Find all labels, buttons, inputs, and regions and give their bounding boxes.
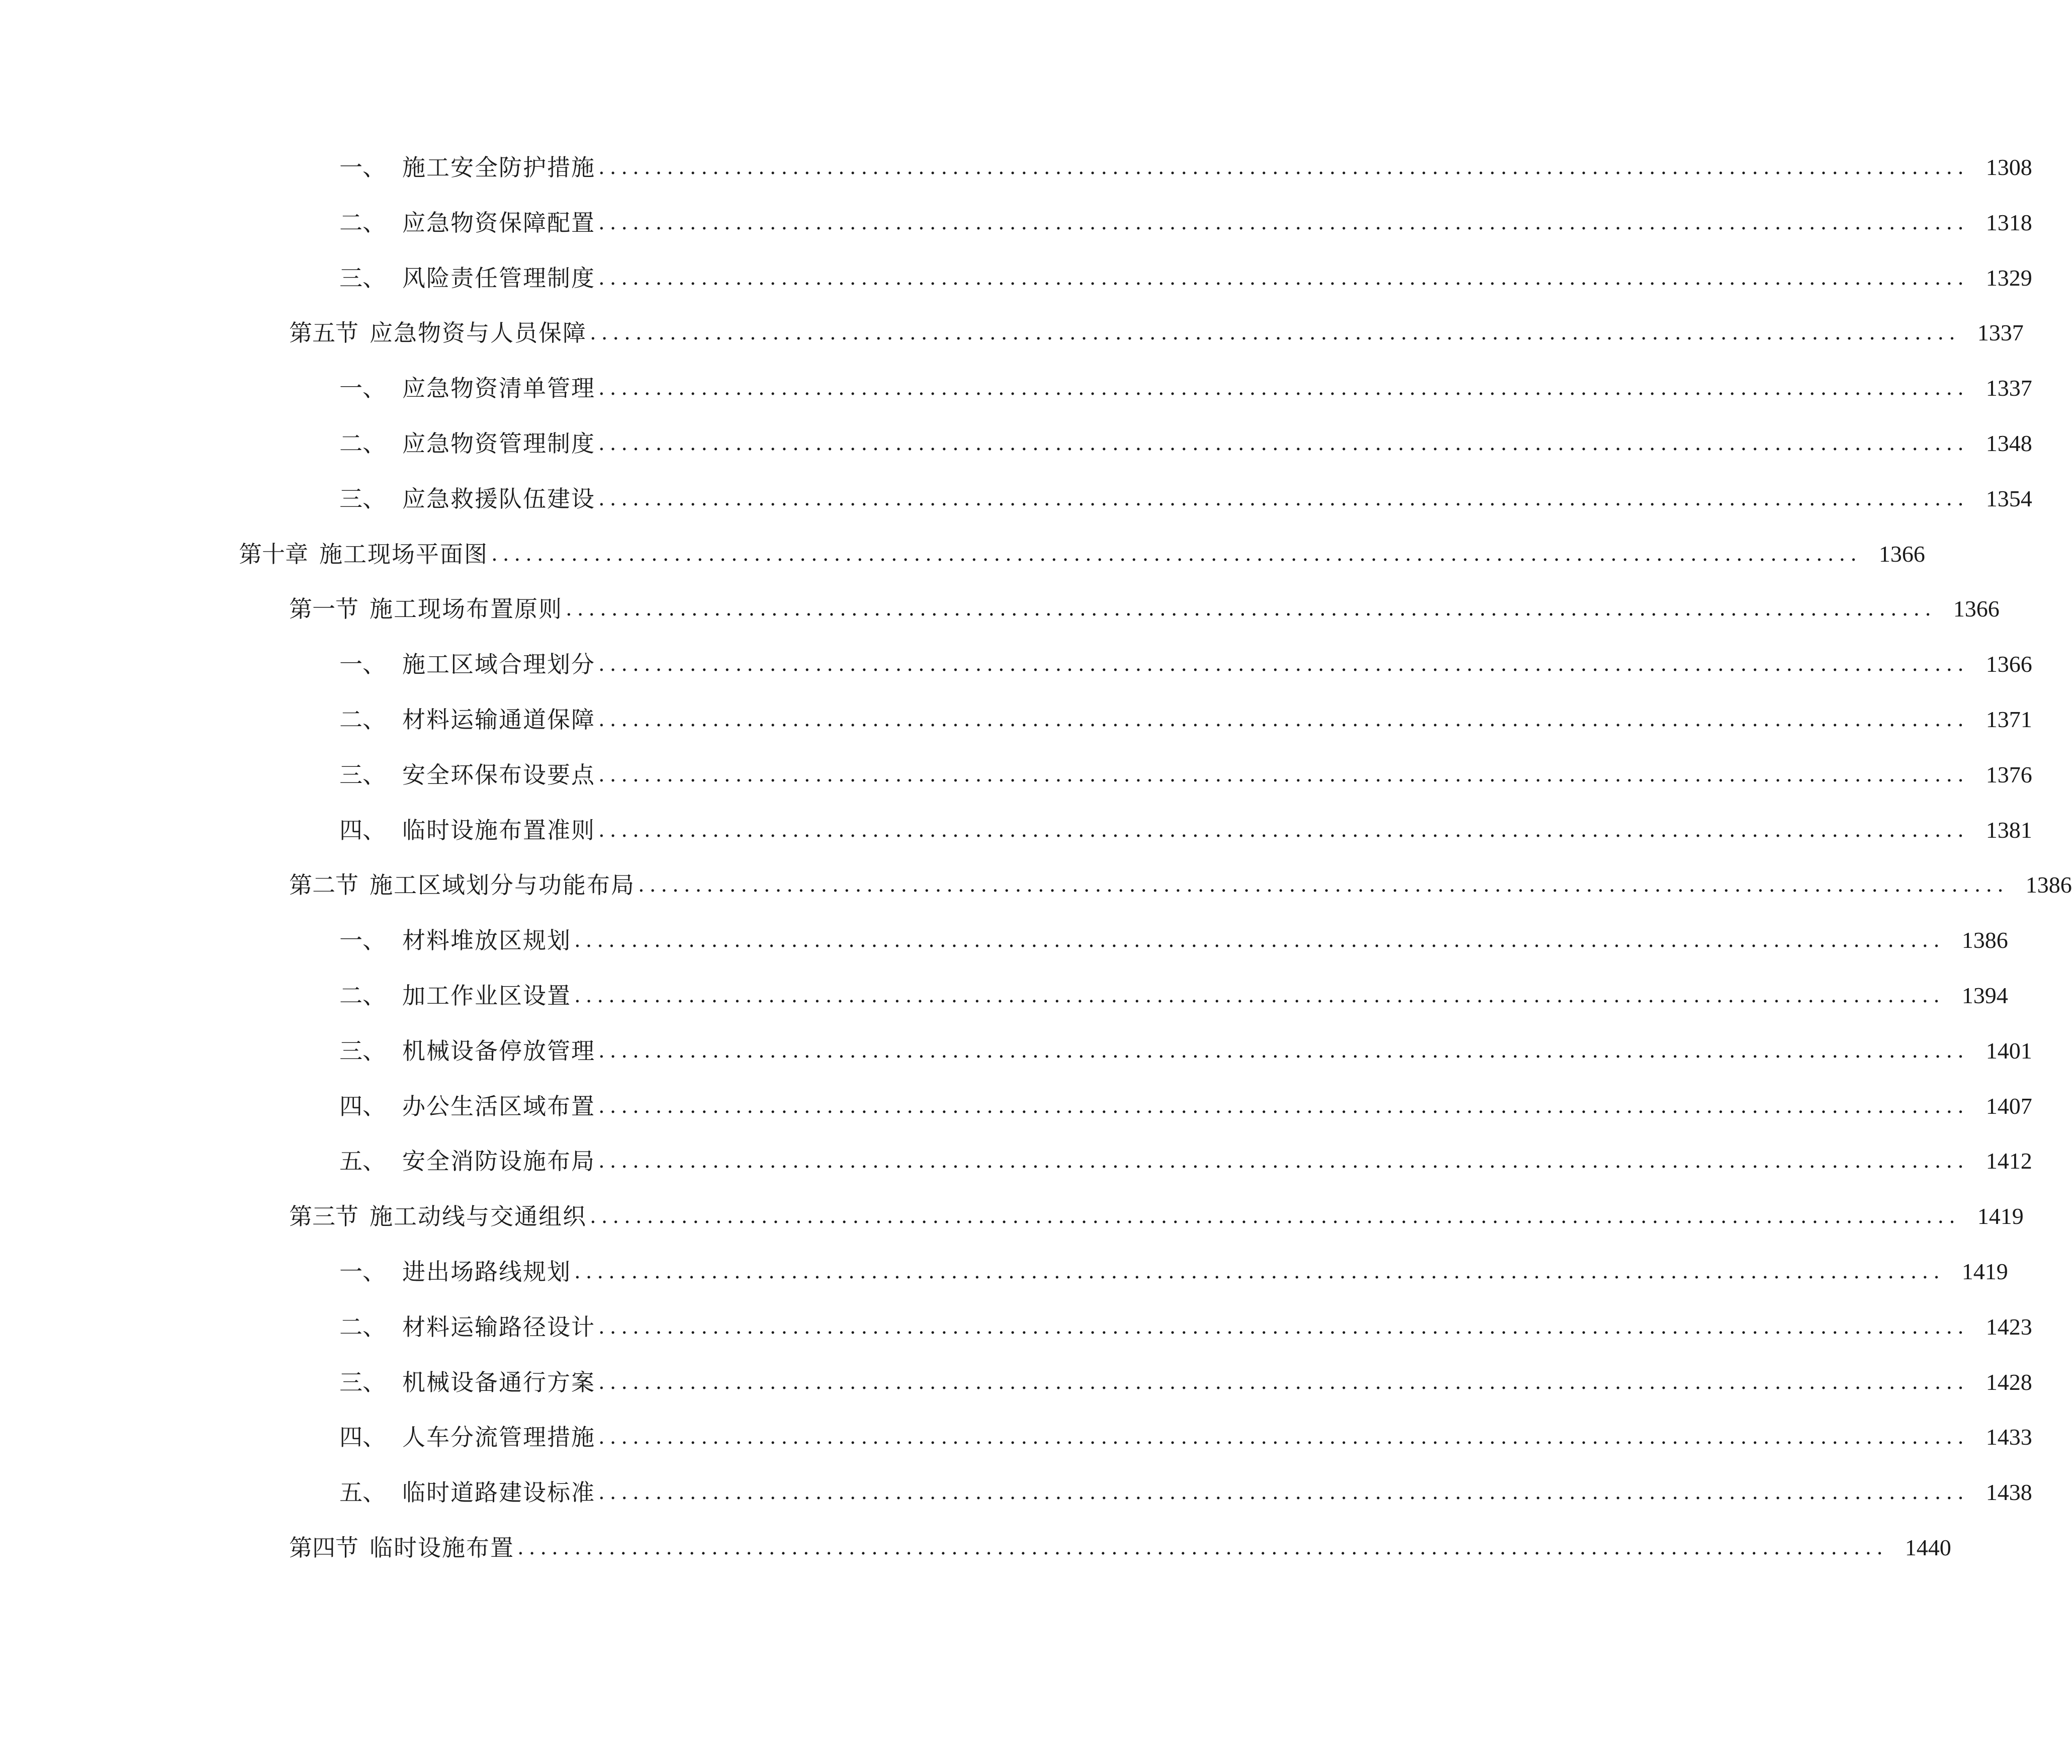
toc-entry-number: 二、 xyxy=(339,982,386,1009)
toc-entry-page-number: 1419 xyxy=(1977,1203,2024,1229)
toc-leader-dots: ........................................................................................................................ xyxy=(598,1315,1969,1339)
toc-entry-number: 一、 xyxy=(339,375,386,402)
toc-entry-title: 临时设施布置 xyxy=(370,1534,514,1561)
toc-entry-number: 三、 xyxy=(339,485,386,512)
toc-entry-title: 应急物资与人员保障 xyxy=(370,319,587,346)
toc-entry[interactable] xyxy=(0,1362,2032,1402)
toc-entry-number: 一、 xyxy=(339,927,386,954)
toc-entry-title: 进出场路线规划 xyxy=(402,1258,571,1285)
toc-entry-page-number: 1419 xyxy=(1961,1259,2008,1284)
toc-entry-page-number: 1318 xyxy=(1986,210,2032,235)
toc-entry-number: 一、 xyxy=(339,651,386,678)
toc-entry[interactable] xyxy=(0,479,2032,519)
toc-entry-title: 应急物资保障配置 xyxy=(402,209,595,236)
toc-entry-title: 施工安全防护措施 xyxy=(402,154,595,181)
toc-entry[interactable] xyxy=(0,1417,2032,1457)
toc-entry-title: 加工作业区设置 xyxy=(402,982,571,1009)
toc-leader-dots: ........................................................................................................................ xyxy=(598,653,1969,676)
toc-entry-page-number: 1376 xyxy=(1986,762,2032,787)
toc-entry[interactable] xyxy=(0,644,2032,684)
toc-entry-page-number: 1386 xyxy=(2025,872,2072,898)
toc-entry[interactable] xyxy=(0,1141,2032,1181)
toc-entry-title: 材料运输通道保障 xyxy=(402,706,595,733)
toc-leader-dots: ........................................................................................................................ xyxy=(598,1150,1969,1173)
toc-entry-number: 四、 xyxy=(339,817,386,844)
toc-entry-title: 机械设备通行方案 xyxy=(402,1369,595,1396)
toc-entry[interactable] xyxy=(0,203,2032,243)
toc-entry-title: 办公生活区域布置 xyxy=(402,1093,595,1120)
toc-entry[interactable] xyxy=(0,920,2008,960)
toc-entry-title: 临时设施布置准则 xyxy=(402,817,595,844)
toc-entry[interactable] xyxy=(0,313,2024,353)
toc-leader-dots: ........................................................................................................................ xyxy=(598,1371,1969,1394)
toc-entry-page-number: 1337 xyxy=(1986,375,2032,401)
toc-entry[interactable] xyxy=(0,1031,2032,1071)
toc-entry[interactable] xyxy=(0,589,2000,629)
toc-entry-number: 四、 xyxy=(339,1093,386,1120)
toc-leader-dots: ........................................................................................................................ xyxy=(598,432,1969,455)
toc-entry-title: 安全消防设施布局 xyxy=(402,1148,595,1175)
toc-leader-dots: ........................................................................................................................ xyxy=(566,597,1936,621)
toc-entry-page-number: 1329 xyxy=(1986,265,2032,291)
toc-entry-title: 应急救援队伍建设 xyxy=(402,485,595,512)
toc-entry[interactable] xyxy=(0,1252,2008,1292)
toc-entry-title: 临时道路建设标准 xyxy=(402,1479,595,1506)
toc-entry-page-number: 1366 xyxy=(1953,596,2000,622)
toc-leader-dots: ........................................................................................................................ xyxy=(598,377,1969,400)
toc-entry[interactable] xyxy=(0,699,2032,740)
toc-entry[interactable] xyxy=(0,810,2032,850)
toc-entry-page-number: 1438 xyxy=(1986,1479,2032,1505)
toc-entry[interactable] xyxy=(0,1196,2024,1237)
toc-entry-title: 施工动线与交通组织 xyxy=(370,1203,587,1230)
toc-leader-dots: ........................................................................................................................ xyxy=(574,929,1945,952)
toc-entry[interactable] xyxy=(0,1528,1951,1568)
toc-entry-number: 第二节 xyxy=(289,871,358,899)
toc-leader-dots: ........................................................................................................................ xyxy=(590,321,1960,344)
toc-leader-dots: ........................................................................................................................ xyxy=(598,819,1969,842)
toc-entry-title: 应急物资清单管理 xyxy=(402,375,595,402)
toc-entry[interactable] xyxy=(0,1086,2032,1126)
toc-entry[interactable] xyxy=(0,755,2032,795)
toc-entry-page-number: 1366 xyxy=(1986,651,2032,677)
toc-leader-dots: ........................................................................................................................ xyxy=(598,487,1969,510)
toc-leader-dots: ........................................................................................................................ xyxy=(598,763,1969,786)
toc-entry[interactable] xyxy=(0,423,2032,464)
toc-entry[interactable] xyxy=(0,534,1925,574)
toc-entry-page-number: 1348 xyxy=(1986,430,2032,456)
toc-entry-number: 第十章 xyxy=(239,541,308,568)
toc-entry[interactable] xyxy=(0,865,2072,905)
toc-entry-number: 三、 xyxy=(339,761,386,788)
toc-entry-page-number: 1428 xyxy=(1986,1369,2032,1395)
toc-entry-page-number: 1423 xyxy=(1986,1314,2032,1340)
toc-entry-number: 一、 xyxy=(339,1258,386,1285)
toc-entry-number: 二、 xyxy=(339,209,386,236)
toc-entry[interactable] xyxy=(0,1472,2032,1513)
toc-entry[interactable] xyxy=(0,258,2032,298)
toc-leader-dots: ........................................................................................................................ xyxy=(598,1095,1969,1118)
toc-entry-number: 三、 xyxy=(339,1037,386,1065)
toc-entry-page-number: 1337 xyxy=(1977,320,2024,345)
toc-entry-number: 第三节 xyxy=(289,1203,358,1230)
toc-entry-page-number: 1401 xyxy=(1986,1038,2032,1064)
toc-entry-title: 应急物资管理制度 xyxy=(402,430,595,457)
toc-entry-number: 三、 xyxy=(339,1369,386,1396)
toc-entry[interactable] xyxy=(0,1307,2032,1347)
toc-entry-page-number: 1394 xyxy=(1961,983,2008,1008)
toc-entry-page-number: 1407 xyxy=(1986,1093,2032,1119)
toc-leader-dots: ........................................................................................................................ xyxy=(598,708,1969,731)
toc-entry-page-number: 1381 xyxy=(1986,817,2032,843)
toc-entry[interactable] xyxy=(0,147,2032,188)
toc-leader-dots: ........................................................................................................................ xyxy=(598,1481,1969,1504)
toc-entry-title: 安全环保布设要点 xyxy=(402,761,595,788)
toc-leader-dots: ........................................................................................................................ xyxy=(590,1205,1960,1228)
toc-entry-page-number: 1308 xyxy=(1986,154,2032,180)
toc-leader-dots: ........................................................................................................................ xyxy=(598,156,1969,179)
toc-leader-dots: ........................................................................................................................ xyxy=(598,1039,1969,1063)
toc-entry-title: 施工现场布置原则 xyxy=(370,595,563,623)
toc-leader-dots: ........................................................................................................................ xyxy=(574,1260,1945,1283)
toc-entry-page-number: 1412 xyxy=(1986,1148,2032,1174)
toc-entry-number: 二、 xyxy=(339,430,386,457)
toc-entry-number: 五、 xyxy=(339,1479,386,1506)
toc-entry-title: 材料堆放区规划 xyxy=(402,927,571,954)
toc-leader-dots: ........................................................................................................................ xyxy=(491,543,1862,566)
toc-entry-page-number: 1433 xyxy=(1986,1424,2032,1450)
toc-leader-dots: ........................................................................................................................ xyxy=(598,211,1969,234)
toc-leader-dots: ........................................................................................................................ xyxy=(598,1426,1969,1449)
toc-entry-number: 五、 xyxy=(339,1148,386,1175)
toc-entry-number: 二、 xyxy=(339,706,386,733)
toc-entry-title: 施工区域划分与功能布局 xyxy=(370,871,635,899)
toc-entry-title: 风险责任管理制度 xyxy=(402,264,595,292)
toc-entry-title: 施工区域合理划分 xyxy=(402,651,595,678)
toc-entry-number: 四、 xyxy=(339,1424,386,1451)
toc-leader-dots: ........................................................................................................................ xyxy=(517,1536,1888,1559)
toc-entry-title: 机械设备停放管理 xyxy=(402,1037,595,1065)
toc-entry-number: 三、 xyxy=(339,264,386,292)
toc-entry-title: 施工现场平面图 xyxy=(319,541,488,568)
toc-leader-dots: ........................................................................................................................ xyxy=(598,267,1969,290)
toc-entry-number: 二、 xyxy=(339,1313,386,1341)
toc-entry-number: 第一节 xyxy=(289,595,358,623)
toc-entry-number: 第四节 xyxy=(289,1534,358,1561)
toc-entry-page-number: 1440 xyxy=(1905,1535,1951,1560)
toc-entry-title: 材料运输路径设计 xyxy=(402,1313,595,1341)
toc-leader-dots: ........................................................................................................................ xyxy=(638,873,2009,897)
toc-entry-number: 第五节 xyxy=(289,319,358,346)
toc-leader-dots: ........................................................................................................................ xyxy=(574,984,1945,1007)
toc-entry-title: 人车分流管理措施 xyxy=(402,1424,595,1451)
toc-entry-page-number: 1366 xyxy=(1878,541,1925,567)
toc-entry-page-number: 1354 xyxy=(1986,486,2032,511)
toc-entry-number: 一、 xyxy=(339,154,386,181)
toc-entry[interactable] xyxy=(0,368,2032,408)
toc-entry-page-number: 1386 xyxy=(1961,927,2008,953)
toc-entry[interactable] xyxy=(0,976,2008,1016)
toc-entry-page-number: 1371 xyxy=(1986,707,2032,732)
